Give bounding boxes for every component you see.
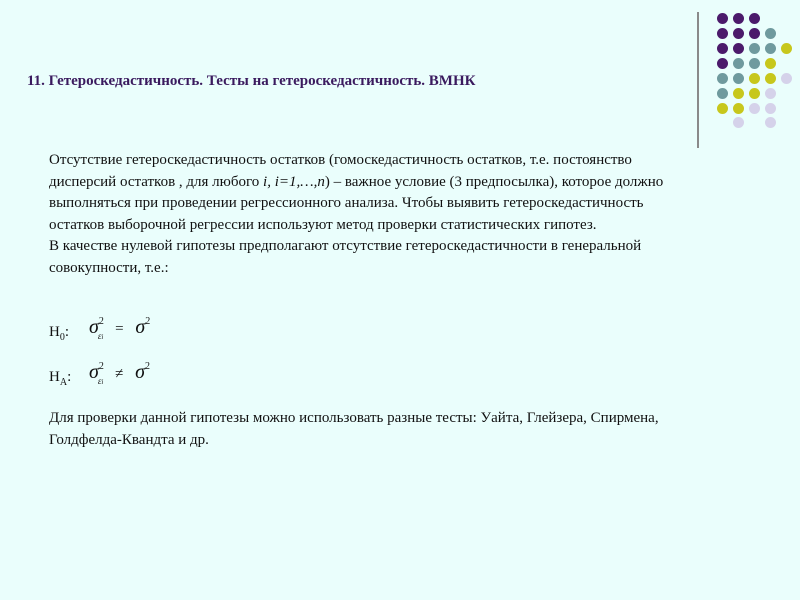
decorative-dot-grid <box>0 0 800 140</box>
decorative-dot <box>749 28 760 39</box>
h0-label: $H_0$: <box>49 324 70 343</box>
decorative-dot <box>765 58 776 69</box>
paragraph-part: ) – важное условие (3 предпосылка), которое должно выполняться при проведении регрессионного анализа. Чтобы выявить гетероскедастичность остатков выборочной регрессии используют метод проверки статистических гипотез. <box>49 173 664 233</box>
paragraph-part: Отсутствие гетероскедастичность остатков (гомоскедастичность остатков, т.е. постоянство дисперсий остатков , для любого <box>49 152 632 190</box>
ha-label: $H_A$: <box>49 369 72 388</box>
decorative-dot <box>781 73 792 84</box>
decorative-dot <box>733 88 744 99</box>
h0-formula: $\sigma^2_{\varepsilon i} = \sigma^2$ <box>89 316 151 341</box>
decorative-dot <box>765 28 776 39</box>
decorative-vertical-line <box>697 12 699 148</box>
decorative-dot <box>781 43 792 54</box>
paragraph-null-hypothesis-intro: В качестве нулевой гипотезы предполагают отсутствие гетероскедастичности в генеральной совокупности, т.е.: <box>49 238 642 276</box>
decorative-dot <box>733 43 744 54</box>
body-text <box>49 150 669 279</box>
decorative-dot <box>749 88 760 99</box>
decorative-dot <box>749 58 760 69</box>
decorative-dot <box>749 103 760 114</box>
slide-title: 11. Гетероскедастичность. Тесты на гетероскедастичность. ВМНК <box>27 73 476 89</box>
decorative-dot <box>733 103 744 114</box>
decorative-dot <box>765 117 776 128</box>
index-variable: i, i=1,…,n <box>263 173 325 190</box>
decorative-dot <box>765 43 776 54</box>
decorative-dot <box>733 13 744 24</box>
decorative-dot <box>749 73 760 84</box>
decorative-dot <box>733 58 744 69</box>
decorative-dot <box>717 103 728 114</box>
decorative-dot <box>733 28 744 39</box>
paragraph-tests-list: Для проверки данной гипотезы можно использовать разные тесты: Уайта, Глейзера, Спирмена, Голдфелда-Квандта и др. <box>49 410 659 448</box>
decorative-dot <box>765 73 776 84</box>
decorative-dot <box>733 117 744 128</box>
decorative-dot <box>749 13 760 24</box>
decorative-dot <box>717 28 728 39</box>
decorative-dot <box>717 88 728 99</box>
paragraph-heteroscedasticity-definition <box>49 150 669 236</box>
ha-formula: $\sigma^2_{\varepsilon i} \ne \sigma^2$ <box>89 361 150 386</box>
decorative-dot <box>717 58 728 69</box>
decorative-dot <box>733 73 744 84</box>
decorative-dot <box>765 88 776 99</box>
decorative-dot <box>717 43 728 54</box>
decorative-dot <box>749 43 760 54</box>
decorative-dot <box>765 103 776 114</box>
decorative-dot <box>717 13 728 24</box>
decorative-dot <box>717 73 728 84</box>
